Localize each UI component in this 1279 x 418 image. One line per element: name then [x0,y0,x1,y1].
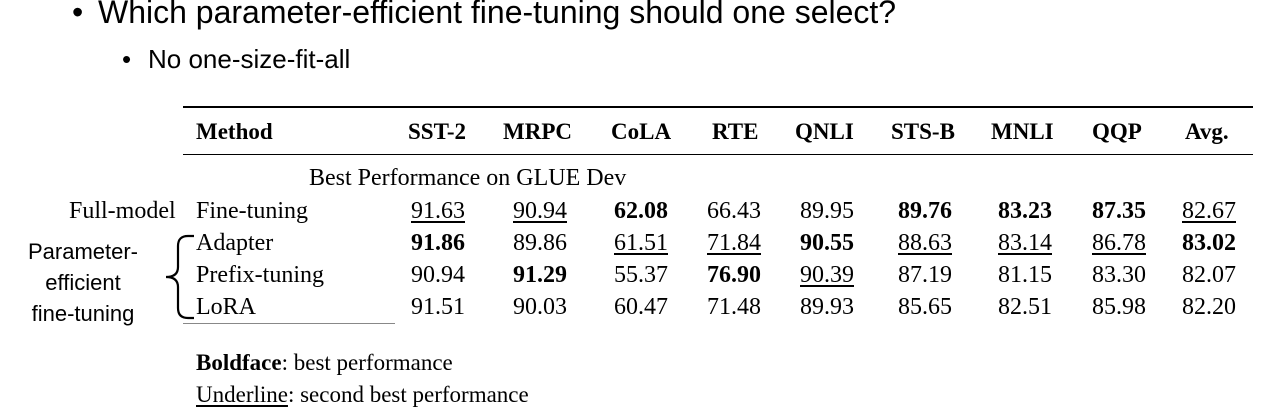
cell-cola: 62.08 [614,198,668,224]
table-top-rule [183,106,1253,108]
cell-qnli: 89.95 [800,198,854,224]
cell-mnli: 83.23 [998,198,1052,224]
cell-rte: 71.48 [707,294,761,320]
bullet-dot-icon: • [72,0,84,30]
cell-stsb: 88.63 [898,230,952,256]
section-title: Best Performance on GLUE Dev [309,165,627,191]
method-adapter: Adapter [196,230,274,256]
method-prefix-tuning: Prefix-tuning [196,262,324,288]
cell-rte: 76.90 [707,262,761,288]
cell-mrpc: 90.03 [513,294,567,320]
cell-avg: 82.20 [1182,294,1236,320]
cell-sst2: 91.86 [411,230,465,256]
header-cola: CoLA [611,119,672,144]
cell-qnli: 90.55 [800,230,854,256]
bullet-level2 [122,44,350,75]
cell-qnli: 89.93 [800,294,854,320]
cell-qqp: 85.98 [1092,294,1146,320]
header-method: Method [196,119,273,144]
cell-qqp: 87.35 [1092,198,1146,224]
cell-sst2: 90.94 [411,262,465,288]
bullet-level1-text: Which parameter-efficient fine-tuning should one select? [98,0,897,30]
header-avg: Avg. [1185,119,1229,144]
legend-bold-term: Boldface [196,350,282,375]
group-label-parameter-efficient: Parameter- efficient fine-tuning [27,239,139,326]
cell-qqp: 83.30 [1092,262,1146,288]
cell-stsb: 87.19 [898,262,952,288]
cell-stsb: 85.65 [898,294,952,320]
cell-rte: 71.84 [707,230,761,256]
legend-bold [196,350,453,376]
cell-sst2: 91.51 [411,294,465,320]
cell-qnli: 90.39 [800,262,854,288]
cell-mrpc: 89.86 [513,230,567,256]
cell-mrpc: 90.94 [513,198,567,224]
legend-underline [196,382,529,408]
cell-qqp: 86.78 [1092,230,1146,256]
group-label-full-model: Full-model [69,198,176,224]
cell-cola: 61.51 [614,230,668,256]
bullet-level2-text: No one-size-fit-all [148,44,351,74]
cell-avg: 82.67 [1182,198,1236,224]
header-mnli: MNLI [991,119,1054,144]
cell-mnli: 82.51 [998,294,1052,320]
cell-sst2: 91.63 [411,198,465,224]
legend-underline-term: Underline [196,382,288,407]
method-fine-tuning: Fine-tuning [196,198,308,224]
curly-brace-icon [150,234,196,320]
header-sst2: SST-2 [408,119,466,144]
header-stsb: STS-B [891,119,955,144]
method-lora: LoRA [196,294,256,320]
header-qqp: QQP [1092,119,1142,144]
table-header-rule [183,154,1253,155]
cell-mnli: 83.14 [998,230,1052,256]
header-rte: RTE [712,119,759,144]
bullet-level1 [72,0,896,31]
cell-avg: 82.07 [1182,262,1236,288]
legend-underline-desc: : second best performance [287,382,529,407]
cell-stsb: 89.76 [898,198,952,224]
cell-cola: 55.37 [614,262,668,288]
cell-mnli: 81.15 [998,262,1052,288]
cell-mrpc: 91.29 [513,262,567,288]
table-bottom-rule [183,323,395,324]
cell-rte: 66.43 [707,198,761,224]
header-qnli: QNLI [795,119,854,144]
cell-avg: 83.02 [1182,230,1236,256]
bullet-dot-icon: • [122,44,132,74]
header-mrpc: MRPC [503,119,572,144]
legend-bold-desc: : best performance [281,350,453,375]
cell-cola: 60.47 [614,294,668,320]
